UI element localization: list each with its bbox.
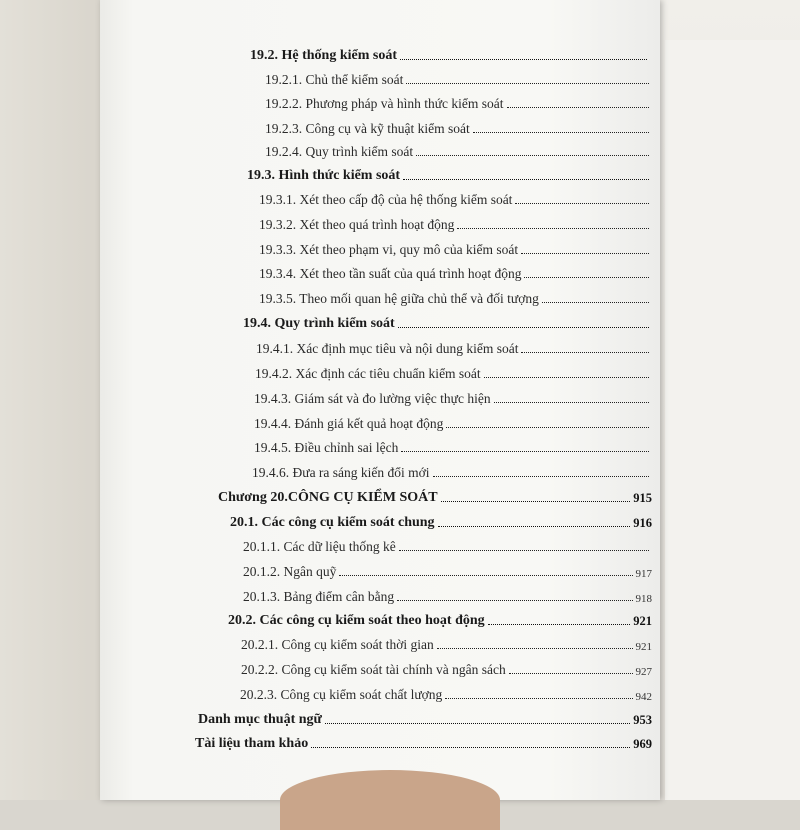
toc-entry xyxy=(259,238,652,258)
toc-entry-label: 20.2.2. Công cụ kiểm soát tài chính và ngân sách xyxy=(241,662,506,677)
toc-entry-label: 20.2.1. Công cụ kiểm soát thời gian xyxy=(241,637,434,652)
toc-entry-label: 19.2.1. Chủ thể kiểm soát xyxy=(265,72,404,87)
dot-leader xyxy=(401,451,649,452)
toc-entry-page: 918 xyxy=(635,593,652,605)
toc-entry-label: 19.3.1. Xét theo cấp độ của hệ thống kiểm soát xyxy=(259,192,513,207)
toc-entry xyxy=(243,535,652,555)
toc-entry xyxy=(254,387,652,407)
toc-entry-label: 19.3.3. Xét theo phạm vi, quy mô của kiểm soát xyxy=(259,242,519,257)
toc-entry xyxy=(255,362,652,382)
dot-leader xyxy=(473,132,649,133)
toc-entry xyxy=(243,560,652,580)
toc-entry-page: 921 xyxy=(633,614,652,628)
toc-entry xyxy=(240,683,652,703)
toc-entry-label: 19.4. Quy trình kiểm soát xyxy=(243,316,395,331)
toc-entry xyxy=(195,732,652,752)
toc-entry-page: 927 xyxy=(635,666,652,678)
toc-entry xyxy=(265,140,652,160)
toc-entry-label: Danh mục thuật ngữ xyxy=(198,712,322,727)
dot-leader xyxy=(542,302,649,303)
dot-leader xyxy=(339,575,632,576)
dot-leader xyxy=(484,377,649,378)
toc-entry-page: 969 xyxy=(633,737,652,751)
toc-entry xyxy=(265,68,652,88)
toc-entry xyxy=(259,262,652,282)
dot-leader xyxy=(397,600,632,601)
toc-page xyxy=(100,0,660,800)
toc-entry-label: 19.4.5. Điều chỉnh sai lệch xyxy=(254,440,399,455)
toc-entry xyxy=(259,287,652,307)
dot-leader xyxy=(524,277,649,278)
toc-entry-page: 921 xyxy=(635,641,652,653)
toc-entry-label: 19.4.4. Đánh giá kết quả hoạt động xyxy=(254,416,444,431)
dot-leader xyxy=(416,155,649,156)
toc-entry xyxy=(218,486,652,506)
adjacent-page xyxy=(665,40,800,800)
toc-entry-label: 19.3.5. Theo mối quan hệ giữa chủ thể và đối tượng xyxy=(259,291,539,306)
toc-entry-label: Tài liệu tham khảo xyxy=(195,736,309,751)
toc-entry-page: 953 xyxy=(633,713,652,727)
toc-entry xyxy=(198,708,652,728)
dot-leader xyxy=(398,327,649,328)
dot-leader xyxy=(445,698,632,699)
dot-leader xyxy=(457,228,649,229)
toc-entry xyxy=(243,585,652,605)
dot-leader xyxy=(521,253,649,254)
dot-leader xyxy=(507,107,650,108)
toc-entry xyxy=(254,436,652,456)
toc-entry xyxy=(243,312,652,332)
toc-entry-label: 19.4.1. Xác định mục tiêu và nội dung kiểm soát xyxy=(256,341,519,356)
toc-entry-label: 19.4.3. Giám sát và đo lường việc thực hiện xyxy=(254,391,491,406)
dot-leader xyxy=(494,402,649,403)
toc-entry-label: 19.4.2. Xác định các tiêu chuẩn kiểm soát xyxy=(255,366,481,381)
toc-entry xyxy=(241,633,652,653)
toc-entry-page: 917 xyxy=(635,568,652,580)
toc-entry-label: 20.1.2. Ngân quỹ xyxy=(243,564,337,579)
toc-entry-label: 19.2.4. Quy trình kiểm soát xyxy=(265,144,414,159)
toc-entry-page: 915 xyxy=(633,491,652,505)
toc-entry-label: Chương 20.CÔNG CỤ KIỂM SOÁT xyxy=(218,490,438,505)
toc-entry xyxy=(250,44,650,64)
dot-leader xyxy=(437,648,633,649)
finger xyxy=(280,770,500,830)
toc-entry xyxy=(254,412,652,432)
dot-leader xyxy=(521,352,649,353)
toc-entry-label: 19.3.4. Xét theo tần suất của quá trình hoạt động xyxy=(259,266,522,281)
toc-entry xyxy=(256,337,652,357)
toc-entry-label: 19.3.2. Xét theo quá trình hoạt động xyxy=(259,217,455,232)
toc-entry xyxy=(252,461,652,481)
toc-entry xyxy=(259,213,652,233)
toc-entry xyxy=(228,609,652,629)
toc-entry-label: 20.1.3. Bảng điểm cân bằng xyxy=(243,589,395,604)
toc-entry-label: 20.1.1. Các dữ liệu thống kê xyxy=(243,539,396,554)
dot-leader xyxy=(433,476,649,477)
dot-leader xyxy=(441,501,631,502)
background-left xyxy=(0,0,110,800)
toc-entry-label: 19.2.2. Phương pháp và hình thức kiểm soát xyxy=(265,96,504,111)
dot-leader xyxy=(406,83,649,84)
toc-entry xyxy=(241,658,652,678)
toc-entry xyxy=(265,92,652,112)
dot-leader xyxy=(515,203,649,204)
table-of-contents xyxy=(100,0,660,800)
toc-entry-label: 19.3. Hình thức kiểm soát xyxy=(247,168,401,183)
toc-entry-page: 942 xyxy=(635,691,652,703)
dot-leader xyxy=(446,427,649,428)
dot-leader xyxy=(325,723,630,724)
dot-leader xyxy=(488,624,631,625)
dot-leader xyxy=(311,747,630,748)
dot-leader xyxy=(403,179,649,180)
toc-entry xyxy=(247,164,652,184)
dot-leader xyxy=(400,59,647,60)
toc-entry-label: 19.2.3. Công cụ và kỹ thuật kiểm soát xyxy=(265,121,470,136)
toc-entry-label: 20.2. Các công cụ kiểm soát theo hoạt động xyxy=(228,613,485,628)
toc-entry-label: 20.2.3. Công cụ kiểm soát chất lượng xyxy=(240,687,443,702)
dot-leader xyxy=(438,526,631,527)
toc-entry xyxy=(265,117,652,137)
toc-entry xyxy=(230,511,652,531)
toc-entry-label: 19.2. Hệ thống kiểm soát xyxy=(250,48,397,63)
toc-entry-label: 19.4.6. Đưa ra sáng kiến đổi mới xyxy=(252,465,430,480)
toc-entry-label: 20.1. Các công cụ kiểm soát chung xyxy=(230,515,435,530)
dot-leader xyxy=(399,550,649,551)
toc-entry-page: 916 xyxy=(633,516,652,530)
toc-entry xyxy=(259,188,652,208)
dot-leader xyxy=(509,673,633,674)
